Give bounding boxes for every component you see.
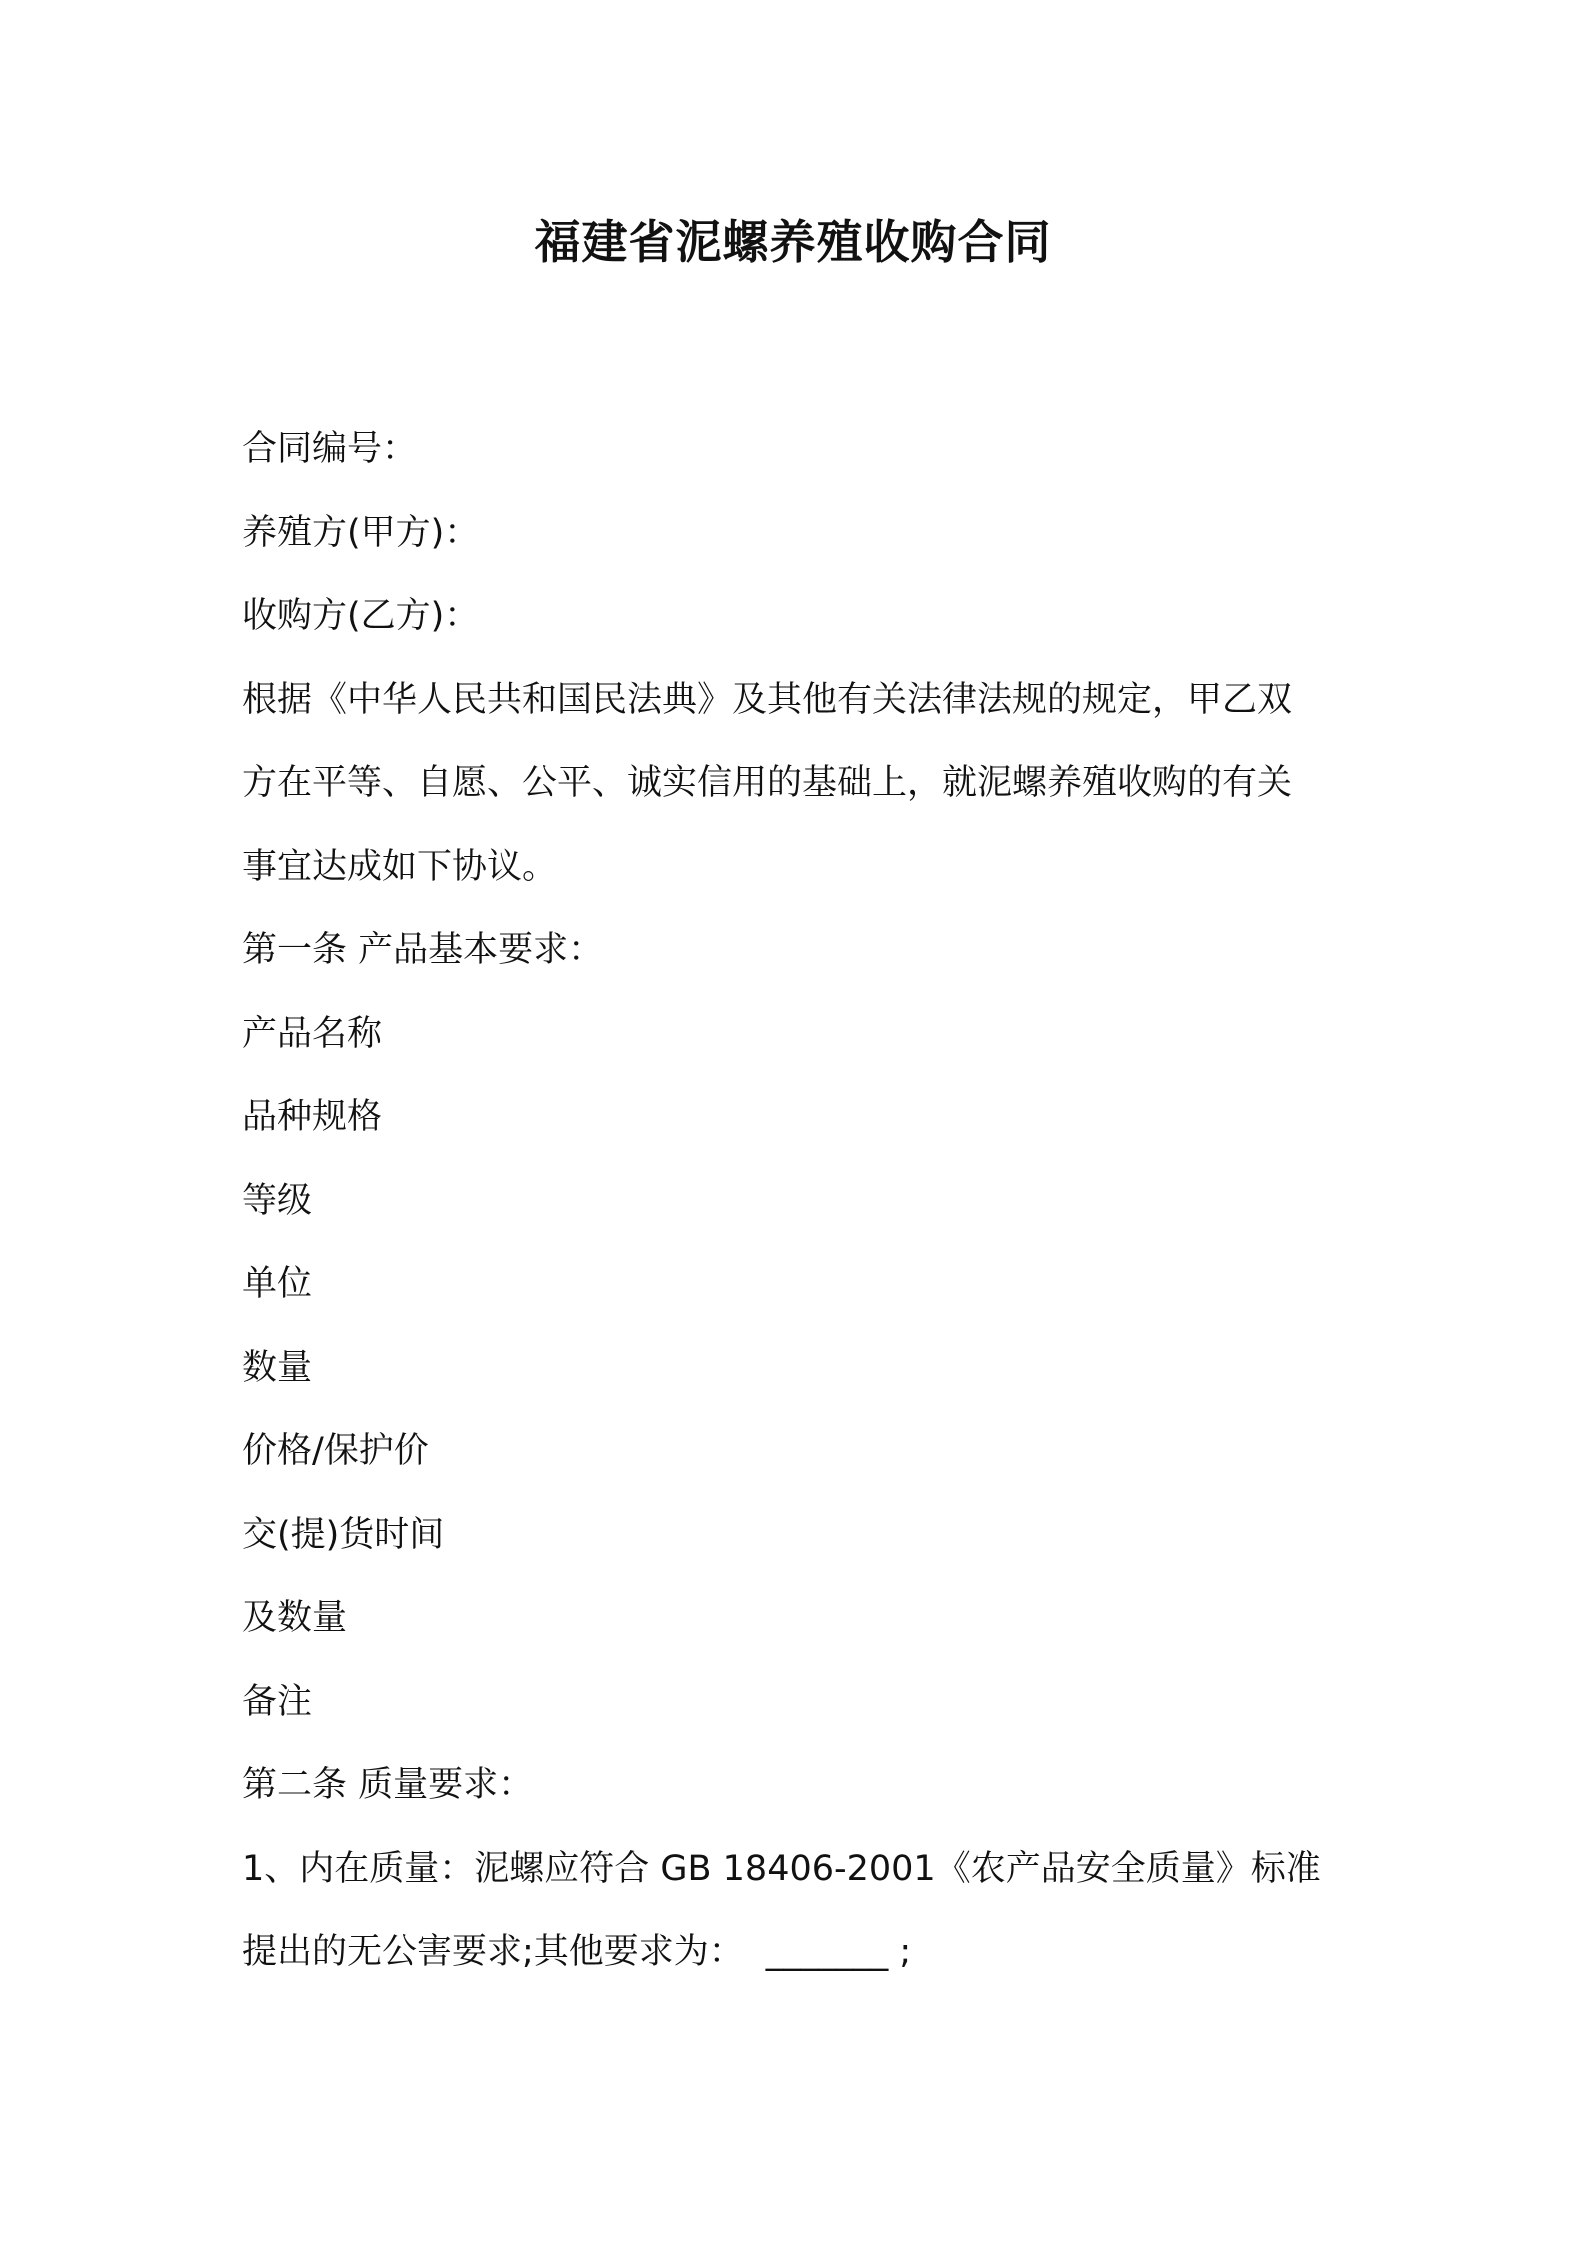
quality-line-2 bbox=[242, 1911, 1352, 1995]
fill-in-blank: _______ ; bbox=[765, 1932, 912, 1972]
party-b-line: 收购方(乙方)： bbox=[242, 596, 480, 636]
quantity-field: 数量 bbox=[242, 1347, 313, 1388]
document-title: 福建省泥螺养殖收购合同 bbox=[534, 215, 1052, 269]
grade-field: 等级 bbox=[242, 1180, 313, 1221]
quality-line-1: 1、内在质量：泥螺应符合 GB 18406-2001《农产品安全质量》标准 bbox=[242, 1848, 1321, 1889]
remarks-field: 备注 bbox=[242, 1681, 313, 1722]
preamble-line-3: 事宜达成如下协议。 bbox=[242, 846, 558, 887]
variety-spec-field: 品种规格 bbox=[242, 1097, 383, 1137]
price-field: 价格/保护价 bbox=[242, 1431, 429, 1471]
contract-number-line: 合同编号： bbox=[242, 429, 418, 469]
product-name-field: 产品名称 bbox=[242, 1013, 383, 1054]
unit-field: 单位 bbox=[242, 1264, 313, 1304]
article-2-heading: 第二条 质量要求： bbox=[242, 1765, 534, 1805]
and-quantity-field: 及数量 bbox=[242, 1598, 348, 1638]
document-body bbox=[242, 408, 1352, 1995]
party-a-line: 养殖方(甲方)： bbox=[242, 512, 480, 553]
preamble-line-1: 根据《中华人民共和国民法典》及其他有关法律法规的规定，甲乙双 bbox=[242, 679, 1293, 720]
delivery-time-field: 交(提)货时间 bbox=[242, 1514, 445, 1555]
quality-line-2-text: 提出的无公害要求;其他要求为： bbox=[242, 1932, 744, 1972]
preamble-line-2: 方在平等、自愿、公平、诚实信用的基础上，就泥螺养殖收购的有关 bbox=[242, 763, 1293, 803]
article-1-heading: 第一条 产品基本要求： bbox=[242, 930, 604, 970]
